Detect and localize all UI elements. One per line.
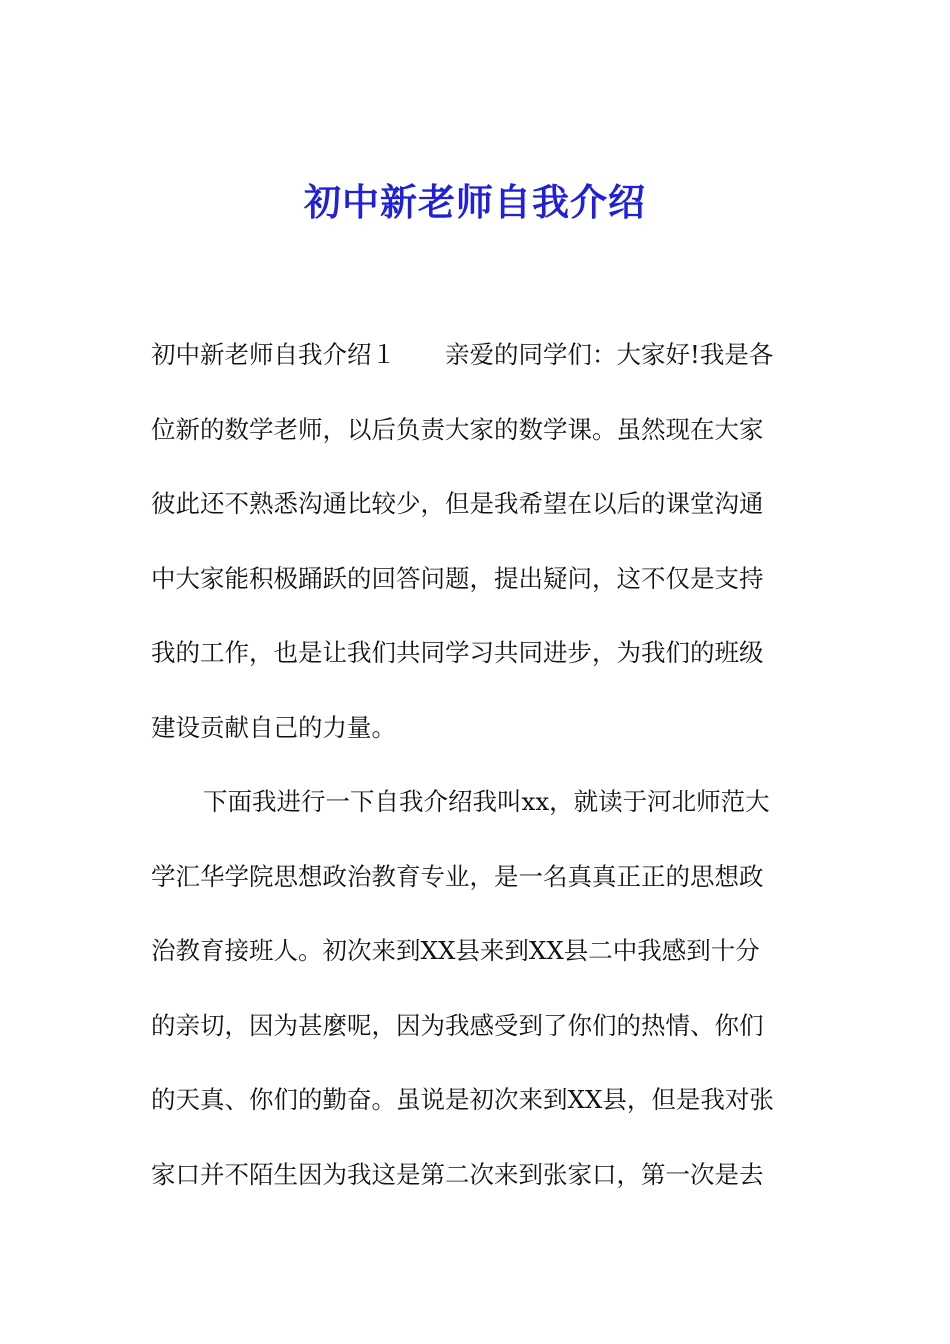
body-line: 的亲切，因为甚麼呢，因为我感受到了你们的热情、你们: [151, 1010, 764, 1040]
body-line: 初中新老师自我介绍１ 亲爱的同学们：大家好!我是各: [151, 340, 774, 369]
document-title: 初中新老师自我介绍: [304, 180, 646, 224]
body-line-paragraph-start: 下面我进行一下自我介绍我叫xx，就读于河北师范大: [203, 787, 770, 816]
body-line: 彼此还不熟悉沟通比较少，但是我希望在以后的课堂沟通: [151, 489, 764, 518]
body-line: 中大家能积极踊跃的回答问题，提出疑问，这不仅是支持: [151, 563, 764, 593]
body-line: 家口并不陌生因为我这是第二次来到张家口，第一次是去: [151, 1159, 764, 1189]
body-line: 的天真、你们的勤奋。虽说是初次来到XX县，但是我对张: [151, 1085, 774, 1114]
document-body: [151, 332, 801, 1226]
body-line: 位新的数学老师，以后负责大家的数学课。虽然现在大家: [151, 414, 764, 444]
body-line: 学汇华学院思想政治教育专业，是一名真真正正的思想政: [151, 861, 764, 891]
body-line: 建设贡献自己的力量。: [151, 712, 396, 742]
body-line: 治教育接班人。初次来到XX县来到XX县二中我感到十分: [151, 936, 760, 965]
body-line: 我的工作，也是让我们共同学习共同进步，为我们的班级: [151, 638, 764, 667]
